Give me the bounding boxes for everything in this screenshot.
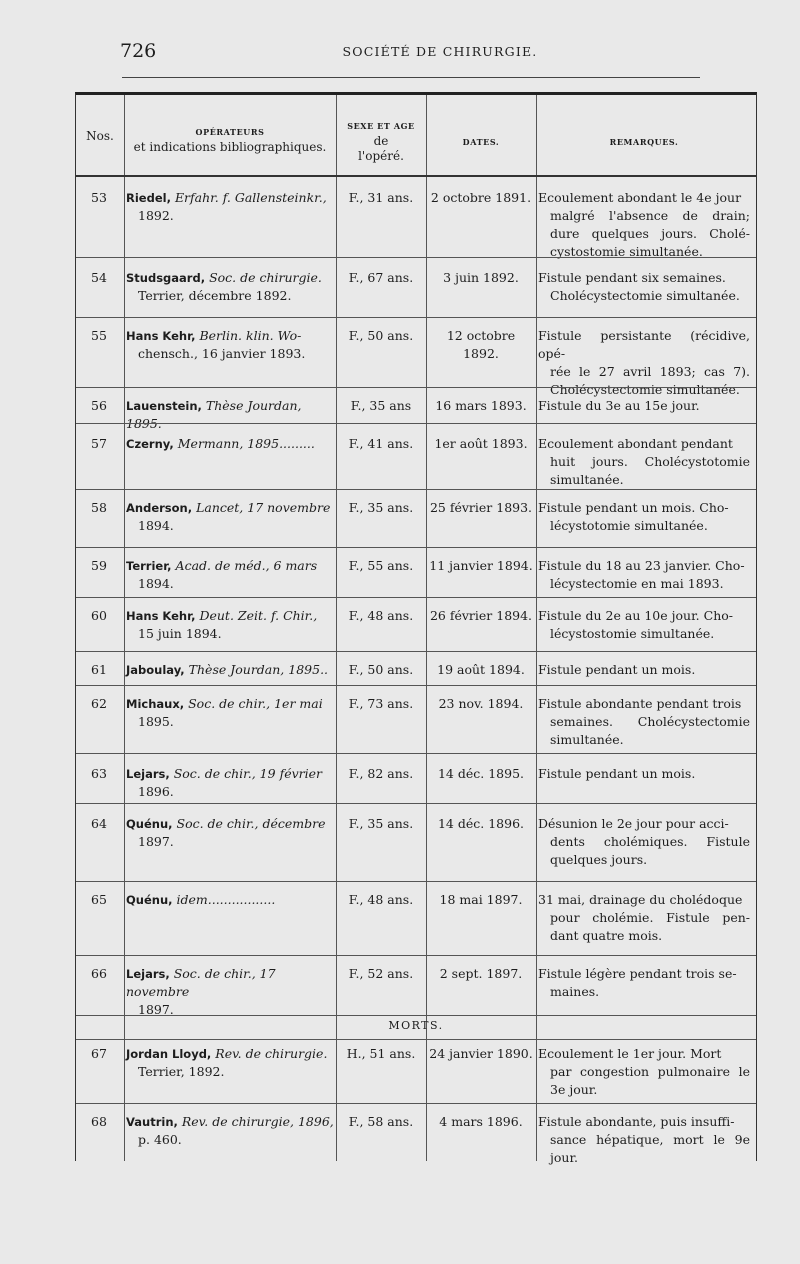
- row-divider: [76, 489, 756, 490]
- row-divider: [76, 547, 756, 548]
- date: 26 février 1894.: [429, 608, 533, 623]
- operator-reference: Lauenstein, Thèse Jourdan, 1895.: [126, 398, 302, 431]
- date: 23 nov. 1894.: [438, 696, 524, 711]
- header-operators: OPÉRATEURS et indications bibliographiques.: [133, 127, 327, 154]
- remarks: Ecoulement abondant le 4e jour malgré l'absence de drain; dure quelques jours. Cholé-cystostomie simultanée.: [538, 190, 750, 259]
- date: 3 juin 1892.: [443, 270, 519, 285]
- sex-age: F., 31 ans.: [348, 190, 414, 205]
- date: 25 février 1893.: [429, 500, 533, 515]
- operator-reference: Quénu, Soc. de chir., décembre 1897.: [126, 816, 326, 849]
- page-number: 726: [120, 40, 157, 62]
- date: 2 octobre 1891.: [430, 190, 532, 205]
- row-divider: [76, 597, 756, 598]
- operator-reference: Anderson, Lancet, 17 novembre 1894.: [126, 500, 331, 533]
- row-number: 60: [91, 608, 107, 623]
- column-divider: [536, 95, 537, 1161]
- remarks: Désunion le 2e jour pour acci- dents cholémiques. Fistule quelques jours.: [538, 816, 750, 867]
- row-divider: [76, 1015, 756, 1016]
- row-number: 62: [91, 696, 107, 711]
- row-divider: [76, 1103, 756, 1104]
- date: 4 mars 1896.: [439, 1114, 523, 1129]
- operator-reference: Lejars, Soc. de chir., 19 février 1896.: [126, 766, 322, 799]
- row-divider: [76, 685, 756, 686]
- row-number: 56: [91, 398, 107, 413]
- operator-reference: Lejars, Soc. de chir., 17 novembre 1897.: [126, 966, 276, 1017]
- sex-age: F., 73 ans.: [348, 696, 414, 711]
- remarks: Ecoulement le 1er jour. Mort par congestion pulmonaire le 3e jour.: [538, 1046, 750, 1097]
- row-divider: [76, 1039, 756, 1040]
- operator-reference: Hans Kehr, Berlin. klin. Wo- chensch., 16 janvier 1893.: [126, 328, 306, 361]
- operator-reference: Czerny, Mermann, 1895.........: [126, 436, 315, 451]
- column-divider: [124, 95, 125, 1161]
- header-sex-age: SEXE ET AGE de l'opéré.: [347, 121, 415, 163]
- date: 14 déc. 1895.: [437, 766, 524, 781]
- column-divider: [336, 95, 337, 1161]
- operator-reference: Quénu, idem.................: [126, 892, 276, 907]
- remarks: Fistule du 2e au 10e jour. Cho- lécystostomie simultanée.: [538, 608, 733, 641]
- remarks: Fistule pendant six semaines. Cholécystectomie simultanée.: [538, 270, 740, 303]
- header-dates: DATES.: [462, 137, 500, 147]
- date: 1er août 1893.: [434, 436, 528, 451]
- running-title: SOCIÉTÉ DE CHIRURGIE.: [342, 44, 538, 59]
- date: 18 mai 1897.: [439, 892, 523, 907]
- remarks: Fistule pendant un mois.: [538, 766, 696, 781]
- row-divider: [76, 317, 756, 318]
- header-rule-bottom: [76, 175, 756, 177]
- sex-age: F., 48 ans.: [348, 608, 414, 623]
- operator-reference: Terrier, Acad. de méd., 6 mars 1894.: [126, 558, 318, 591]
- operator-reference: Riedel, Erfahr. f. Gallensteinkr., 1892.: [126, 190, 327, 223]
- row-number: 65: [91, 892, 107, 907]
- row-number: 54: [91, 270, 107, 285]
- sex-age: F., 35 ans: [350, 398, 412, 413]
- date: 16 mars 1893.: [435, 398, 527, 413]
- date: 12 octobre 1892.: [446, 328, 516, 361]
- remarks: Fistule du 18 au 23 janvier. Cho- lécystectomie en mai 1893.: [538, 558, 745, 591]
- row-divider: [76, 423, 756, 424]
- page-header: [120, 40, 760, 70]
- row-number: 68: [91, 1114, 107, 1129]
- row-number: 67: [91, 1046, 107, 1061]
- operator-reference: Studsgaard, Soc. de chirurgie. Terrier, décembre 1892.: [126, 270, 322, 303]
- sex-age: F., 52 ans.: [348, 966, 414, 981]
- operator-reference: Jordan Lloyd, Rev. de chirurgie. Terrier, 1892.: [126, 1046, 328, 1079]
- remarks: Fistule persistante (récidive, opé- rée le 27 avril 1893; cas 7). Cholécystectomie simultanée.: [538, 328, 750, 397]
- sex-age: F., 82 ans.: [348, 766, 414, 781]
- sex-age: F., 67 ans.: [348, 270, 414, 285]
- remarks: Fistule abondante pendant trois semaines. Cholécystectomie simultanée.: [538, 696, 750, 747]
- row-number: 53: [91, 190, 107, 205]
- remarks: Fistule du 3e au 15e jour.: [538, 398, 700, 413]
- header-no: Nos.: [86, 129, 114, 143]
- header-rule: [122, 77, 700, 78]
- remarks: Ecoulement abondant pendant huit jours. Cholécystotomie simultanée.: [538, 436, 750, 487]
- date: 24 janvier 1890.: [429, 1046, 533, 1061]
- row-divider: [76, 651, 756, 652]
- operator-reference: Michaux, Soc. de chir., 1er mai 1895.: [126, 696, 323, 729]
- sex-age: F., 50 ans.: [348, 662, 414, 677]
- header-remarks: REMARQUES.: [609, 137, 679, 147]
- sex-age: F., 35 ans.: [348, 816, 414, 831]
- row-number: 66: [91, 966, 107, 981]
- sex-age: F., 48 ans.: [348, 892, 414, 907]
- remarks: Fistule abondante, puis insuffi- sance hépatique, mort le 9e jour.: [538, 1114, 750, 1165]
- operator-reference: Jaboulay, Thèse Jourdan, 1895..: [126, 662, 329, 677]
- row-divider: [76, 803, 756, 804]
- row-divider: [76, 257, 756, 258]
- date: 19 août 1894.: [437, 662, 525, 677]
- row-number: 57: [91, 436, 107, 451]
- row-number: 64: [91, 816, 107, 831]
- row-number: 61: [91, 662, 107, 677]
- row-number: 55: [91, 328, 107, 343]
- row-divider: [76, 387, 756, 388]
- remarks: Fistule légère pendant trois se- maines.: [538, 966, 737, 999]
- sex-age: F., 41 ans.: [348, 436, 414, 451]
- sex-age: F., 55 ans.: [348, 558, 414, 573]
- column-divider: [426, 95, 427, 1161]
- section-title-morts: MORTS.: [388, 1019, 444, 1032]
- row-number: 63: [91, 766, 107, 781]
- remarks: Fistule pendant un mois.: [538, 662, 696, 677]
- date: 11 janvier 1894.: [429, 558, 533, 573]
- row-divider: [76, 881, 756, 882]
- remarks: Fistule pendant un mois. Cho- lécystotomie simultanée.: [538, 500, 729, 533]
- operator-reference: Vautrin, Rev. de chirurgie, 1896, p. 460.: [126, 1114, 334, 1147]
- date: 2 sept. 1897.: [439, 966, 523, 981]
- row-divider: [76, 955, 756, 956]
- data-table: [75, 92, 757, 1165]
- sex-age: F., 35 ans.: [348, 500, 414, 515]
- operator-reference: Hans Kehr, Deut. Zeit. f. Chir., 15 juin 1894.: [126, 608, 318, 641]
- remarks: 31 mai, drainage du cholédoque pour cholémie. Fistule pen-dant quatre mois.: [538, 892, 750, 943]
- row-number: 58: [91, 500, 107, 515]
- sex-age: H., 51 ans.: [346, 1046, 416, 1061]
- row-number: 59: [91, 558, 107, 573]
- sex-age: F., 50 ans.: [348, 328, 414, 343]
- date: 14 déc. 1896.: [437, 816, 524, 831]
- row-divider: [76, 753, 756, 754]
- sex-age: F., 58 ans.: [348, 1114, 414, 1129]
